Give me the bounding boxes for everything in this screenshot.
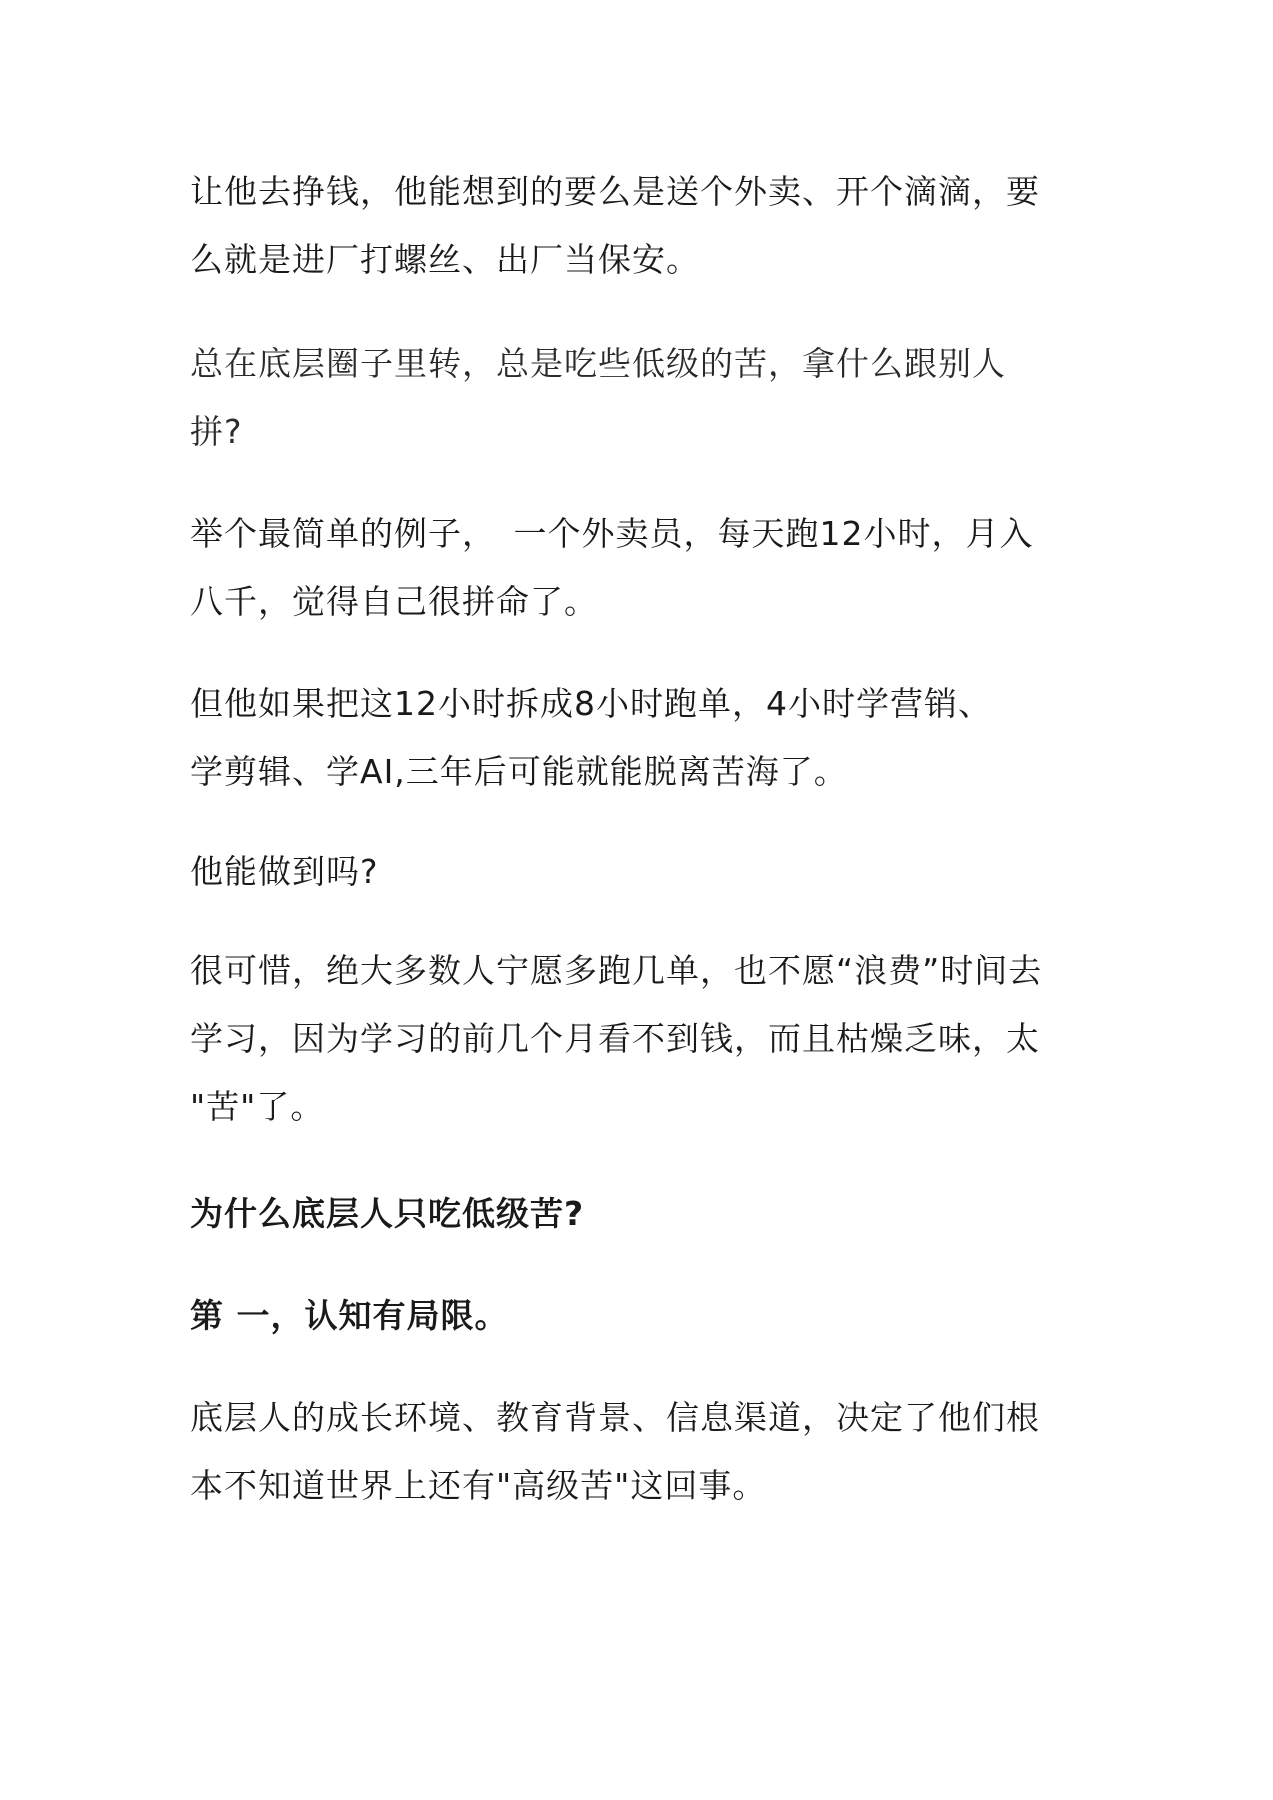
- paragraph-can-he-do-it: 他能做到吗?: [190, 852, 379, 891]
- heading-why-low-level-hardship: 为什么底层人只吃低级苦?: [190, 1194, 585, 1233]
- paragraph-low-level-circle: 总在底层圈子里转，总是吃些低级的苦，拿什么跟别人 拼?: [190, 344, 1006, 451]
- paragraph-earning-options: 让他去挣钱，他能想到的要么是送个外卖、开个滴滴，要 么就是进厂打螺丝、出厂当保安。: [190, 172, 1040, 279]
- paragraph-split-hours: 但他如果把这12小时拆成8小时跑单，4小时学营销、 学剪辑、学AI,三年后可能就能脱离苦海了。: [190, 684, 992, 791]
- heading-first-point: 第 一，认知有局限。: [190, 1296, 509, 1335]
- paragraph-delivery-example: 举个最简单的例子， 一个外卖员，每天跑12小时，月入 八千，觉得自己很拼命了。: [190, 514, 1034, 621]
- paragraph-prefer-more-orders: 很可惜，绝大多数人宁愿多跑几单，也不愿“浪费”时间去 学习，因为学习的前几个月看不到钱，而且枯燥乏味，太 "苦"了。: [190, 951, 1043, 1126]
- paragraph-limited-cognition: 底层人的成长环境、教育背景、信息渠道，决定了他们根 本不知道世界上还有"高级苦"这回事。: [190, 1398, 1040, 1505]
